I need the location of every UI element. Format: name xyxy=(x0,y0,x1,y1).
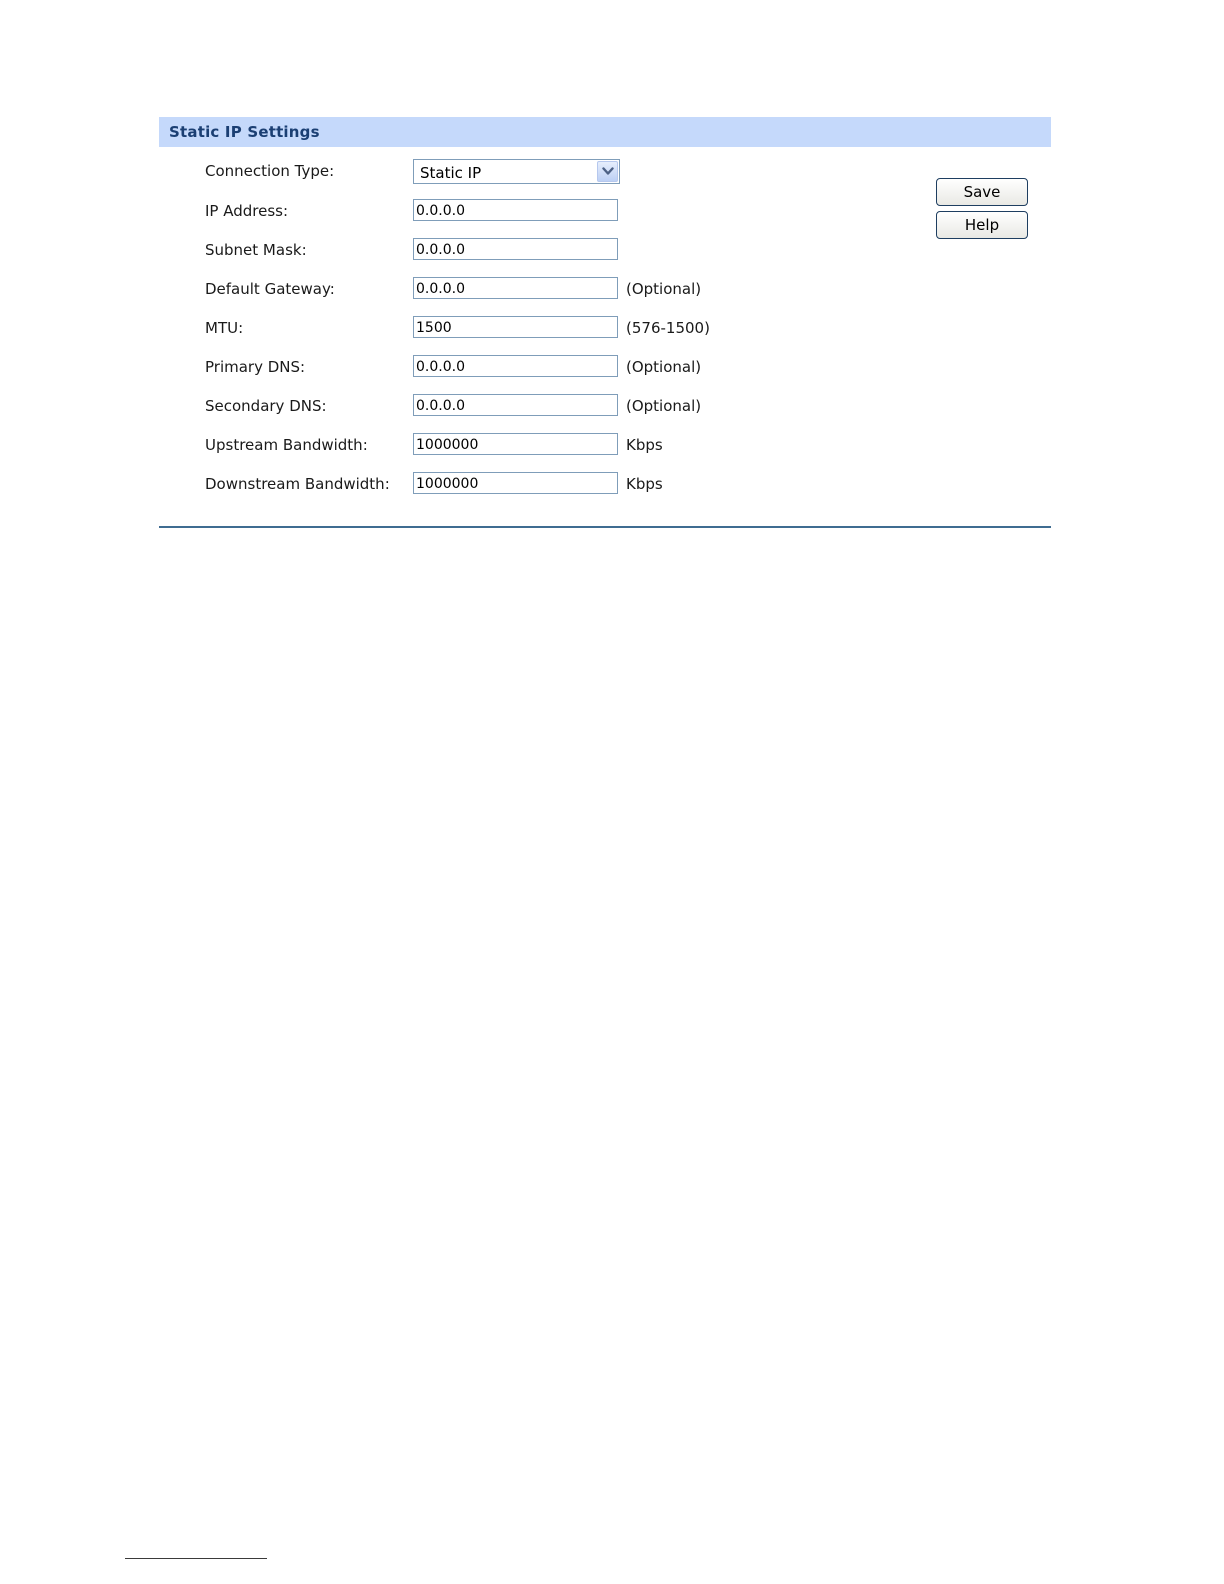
upstream-bandwidth-unit: Kbps xyxy=(626,436,663,454)
primary-dns-note: (Optional) xyxy=(626,358,702,376)
panel-header xyxy=(159,117,1051,147)
subnet-mask-input[interactable] xyxy=(413,238,618,260)
footnote-divider xyxy=(125,1558,267,1559)
downstream-bandwidth-label: Downstream Bandwidth: xyxy=(205,475,390,493)
default-gateway-row xyxy=(159,277,919,301)
upstream-bandwidth-row xyxy=(159,433,919,457)
downstream-bandwidth-row xyxy=(159,472,919,496)
upstream-bandwidth-input[interactable] xyxy=(413,433,618,455)
primary-dns-label: Primary DNS: xyxy=(205,358,306,376)
secondary-dns-label: Secondary DNS: xyxy=(205,397,327,415)
chevron-down-icon xyxy=(602,167,614,176)
panel-bottom-divider xyxy=(159,526,1051,528)
downstream-bandwidth-unit: Kbps xyxy=(626,475,663,493)
save-button[interactable]: Save xyxy=(936,178,1028,206)
secondary-dns-row xyxy=(159,394,919,418)
connection-type-select[interactable] xyxy=(413,159,620,184)
connection-type-value: Static IP xyxy=(420,164,482,182)
default-gateway-input[interactable] xyxy=(413,277,618,299)
mtu-input[interactable] xyxy=(413,316,618,338)
subnet-mask-label: Subnet Mask: xyxy=(205,241,307,259)
mtu-row xyxy=(159,316,919,340)
default-gateway-note: (Optional) xyxy=(626,280,702,298)
secondary-dns-note: (Optional) xyxy=(626,397,702,415)
primary-dns-input[interactable] xyxy=(413,355,618,377)
ip-address-row xyxy=(159,199,919,223)
subnet-mask-row xyxy=(159,238,919,262)
secondary-dns-input[interactable] xyxy=(413,394,618,416)
connection-type-row xyxy=(159,159,919,183)
upstream-bandwidth-label: Upstream Bandwidth: xyxy=(205,436,368,454)
panel-title: Static IP Settings xyxy=(169,123,320,141)
dropdown-button[interactable] xyxy=(597,161,618,182)
ip-address-input[interactable] xyxy=(413,199,618,221)
mtu-range-note: (576-1500) xyxy=(626,319,710,337)
ip-address-label: IP Address: xyxy=(205,202,289,220)
mtu-label: MTU: xyxy=(205,319,244,337)
primary-dns-row xyxy=(159,355,919,379)
default-gateway-label: Default Gateway: xyxy=(205,280,335,298)
static-ip-settings-panel xyxy=(159,117,1051,528)
downstream-bandwidth-input[interactable] xyxy=(413,472,618,494)
connection-type-label: Connection Type: xyxy=(205,162,335,180)
help-button[interactable]: Help xyxy=(936,211,1028,239)
